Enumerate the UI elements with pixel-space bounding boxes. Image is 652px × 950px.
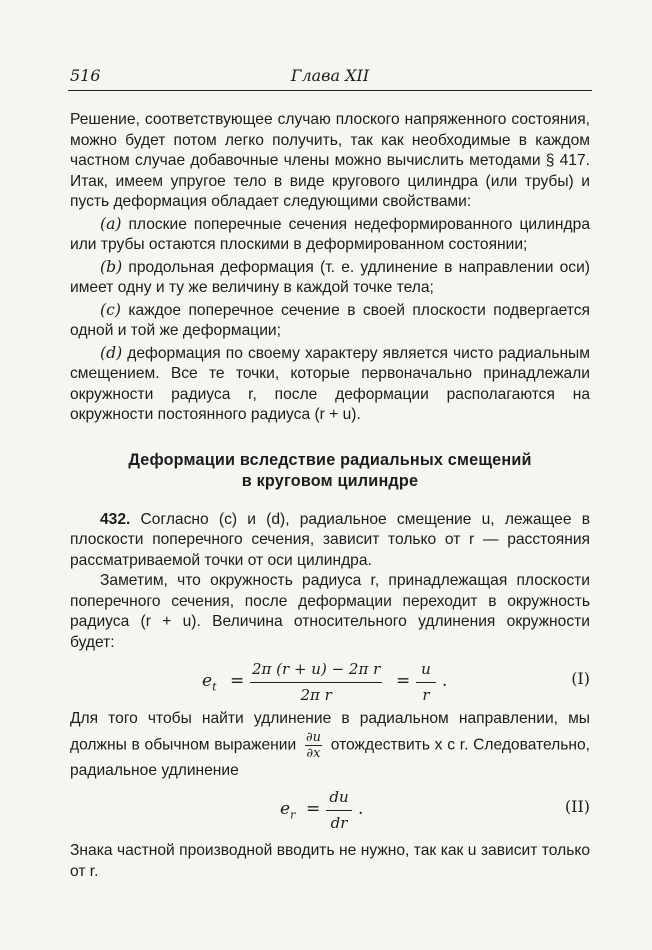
eq1-period: . [442,671,448,691]
header-rule [68,90,592,91]
list-item-b [70,257,590,299]
radial-text-1: Для того чтобы найти удлинение в радиальном направлении, мы должны в обычном выражении [70,710,590,754]
eq1-fraction-2 [416,659,436,705]
list-item-a [70,214,590,256]
eq2-lhs: $e_r$ [280,799,296,822]
item-marker: (d) [100,343,123,362]
eq2-numerator: du [326,787,352,811]
inline-frac-num: ∂u [305,729,322,745]
eq2-fraction [326,787,352,833]
paragraph-432 [70,510,590,572]
chapter-title: Глава XII [290,66,370,85]
item-marker: (c) [100,300,121,319]
equation-2 [70,787,590,833]
paragraph-circumference: Заметим, что окружность радиуса r, принадлежащая плоскости поперечного сечения, после деформации переходит в окружность радиуса (r + u). Величина относительного удлинения окружности будет: [70,572,590,651]
running-header [70,66,590,88]
eq1-equals-2: = [396,671,411,691]
page-body [70,110,590,882]
eq1-denominator-2: r [422,685,430,704]
page-number: 516 [70,66,101,85]
item-text: деформация по своему характеру является чисто радиальным смещением. Все те точки, которые первоначально принадлежали окружности радиуса r, после деформации располагаются на окружности постоянного радиуса (r + u). [70,344,590,423]
item-marker: (b) [100,257,123,276]
section-heading [70,450,590,492]
paragraph-last: Знака частной производной вводить не нужно, так как u зависит только от r. [70,842,590,880]
eq2-denominator: dr [330,813,348,832]
inline-derivative [305,730,322,761]
eq1-lhs: $e_t$ [202,671,217,694]
intro-paragraph: Решение, соответствующее случаю плоского напряженного состояния, можно будет потом легко получить, так как необходимые в каждом частном случае добавочные члены можно вычислить методами § 417. Итак, имеем упругое тело в виде кругового цилиндра (или трубы) и пусть деформация обладает следующими свойствами: [70,111,590,210]
item-text: плоские поперечные сечения недеформированного цилиндра или трубы остаются плоскими в деформированном состоянии; [70,215,590,253]
eq1-fraction [250,659,382,705]
section-heading-line1: Деформации вследствие радиальных смещений [128,450,532,469]
item-text: продольная деформация (т. е. удлинение в направлении оси) имеет одну и ту же величину в каждой точке тела; [70,258,590,296]
list-item-d [70,343,590,426]
eq1-numerator: 2π (r + u) − 2π r [250,659,382,683]
list-item-c [70,300,590,342]
item-marker: (a) [100,214,122,233]
eq1-numerator-2: u [416,659,436,683]
eq2-equals: = [306,799,321,819]
inline-frac-den: ∂x [306,745,321,761]
eq1-equals: = [230,671,245,691]
item-text: каждое поперечное сечение в своей плоскости подвергается одной и той же деформации; [70,301,590,339]
paragraph-text: Согласно (c) и (d), радиальное смещение u, лежащее в плоскости поперечного сечения, зависит только от r — расстояния рассматриваемой точки от оси цилиндра. [70,510,590,569]
section-heading-line2: в круговом цилиндре [241,471,419,490]
paragraph-number: 432. [100,510,131,528]
eq2-label: (II) [564,797,590,816]
paragraph-radial [70,709,590,781]
eq1-denominator: 2π r [300,685,332,704]
eq2-period: . [358,799,364,819]
eq1-label: (I) [571,669,590,688]
equation-1 [70,659,590,705]
radial-text-2: отождествить x с r. Следовательно, радиальное удлинение [70,736,590,779]
